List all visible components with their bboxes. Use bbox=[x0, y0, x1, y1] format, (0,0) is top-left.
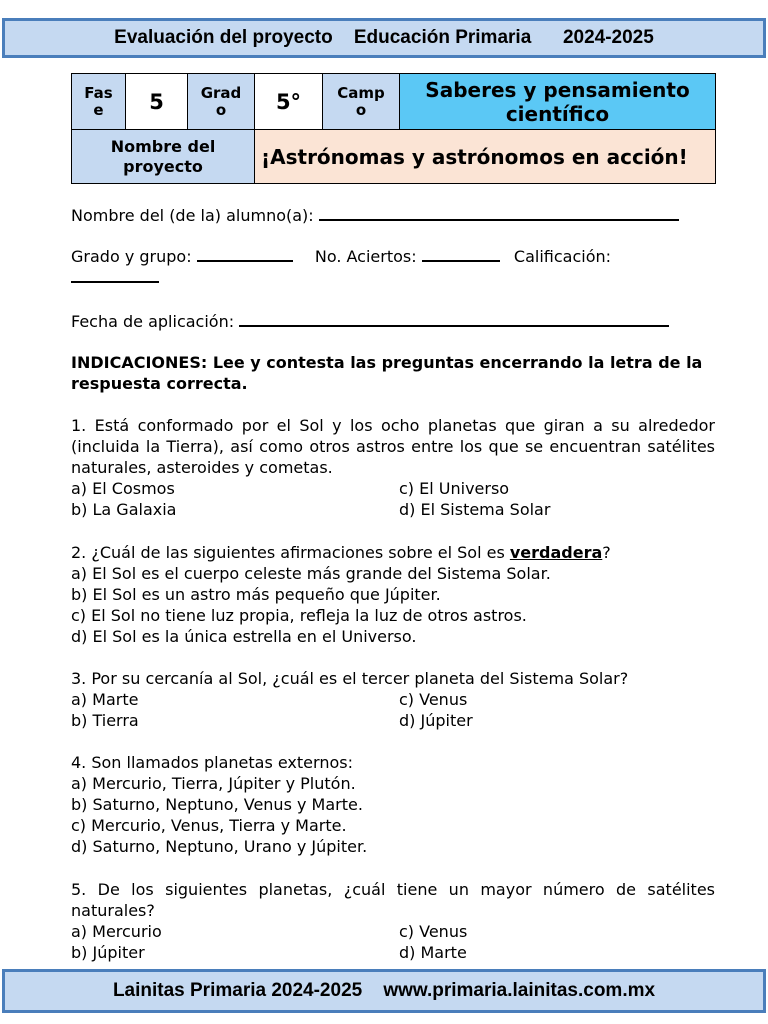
question-5-option-d[interactable]: d) Marte bbox=[399, 943, 467, 962]
campo-label: Camp o bbox=[323, 74, 400, 130]
question-4-text: 4. Son llamados planetas externos: bbox=[71, 753, 353, 772]
score-label: Calificación: bbox=[513, 247, 612, 266]
question-5-option-a[interactable]: a) Mercurio bbox=[71, 922, 162, 941]
question-2-emphasis: verdadera bbox=[509, 543, 603, 562]
score-blank[interactable] bbox=[71, 269, 159, 283]
question-1-option-b[interactable]: b) La Galaxia bbox=[71, 500, 177, 519]
grade-group-blank[interactable] bbox=[197, 248, 293, 262]
student-name-blank[interactable] bbox=[319, 207, 679, 221]
question-4-option-b[interactable]: b) Saturno, Neptuno, Venus y Marte. bbox=[71, 795, 363, 814]
question-4 bbox=[71, 752, 715, 857]
question-1-text: 1. Está conformado por el Sol y los ocho planetas que giran a su alrededor (incluida la Tierra), así como otros astros entre los que se encuentran satélites naturales, asteroides y cometas. bbox=[71, 416, 715, 477]
evaluation-title: Evaluación del proyecto bbox=[114, 27, 333, 48]
footer-url[interactable]: www.primaria.lainitas.com.mx bbox=[383, 980, 656, 1001]
question-4-option-c[interactable]: c) Mercurio, Venus, Tierra y Marte. bbox=[71, 816, 347, 835]
question-5-option-b[interactable]: b) Júpiter bbox=[71, 943, 145, 962]
question-1-options-row1 bbox=[71, 478, 715, 499]
question-1-option-a[interactable]: a) El Cosmos bbox=[71, 479, 175, 498]
footer-brand: Lainitas Primaria 2024-2025 bbox=[112, 980, 363, 1001]
question-5 bbox=[71, 879, 715, 963]
fase-label: Fas e bbox=[72, 74, 126, 130]
correct-count-blank[interactable] bbox=[422, 248, 500, 262]
question-2-option-d[interactable]: d) El Sol es la única estrella en el Universo. bbox=[71, 627, 417, 646]
question-5-options-row2 bbox=[71, 942, 715, 963]
date-label: Fecha de aplicación: bbox=[71, 312, 235, 331]
student-name-row bbox=[71, 205, 715, 226]
top-banner bbox=[2, 18, 766, 58]
question-1-options-row2 bbox=[71, 499, 715, 520]
date-row bbox=[71, 311, 715, 332]
correct-count-label: No. Aciertos: bbox=[314, 247, 417, 266]
instructions: INDICACIONES: Lee y contesta las preguntas encerrando la letra de la respuesta correcta. bbox=[71, 353, 703, 393]
question-5-option-c[interactable]: c) Venus bbox=[399, 922, 468, 941]
question-2-text: 2. ¿Cuál de las siguientes afirmaciones sobre el Sol es verdadera? bbox=[71, 543, 611, 562]
grade-row bbox=[71, 246, 715, 288]
question-2-option-a[interactable]: a) El Sol es el cuerpo celeste más grande del Sistema Solar. bbox=[71, 564, 551, 583]
question-1-option-d[interactable]: d) El Sistema Solar bbox=[399, 500, 551, 519]
question-3-option-b[interactable]: b) Tierra bbox=[71, 711, 139, 730]
level-title: Educación Primaria bbox=[353, 27, 532, 48]
project-value: ¡Astrónomas y astrónomos en acción! bbox=[255, 130, 716, 184]
question-3 bbox=[71, 668, 715, 731]
question-2-option-c[interactable]: c) El Sol no tiene luz propia, refleja la luz de otros astros. bbox=[71, 606, 527, 625]
student-name-label: Nombre del (de la) alumno(a): bbox=[71, 206, 314, 225]
question-3-option-d[interactable]: d) Júpiter bbox=[399, 711, 473, 730]
question-3-option-c[interactable]: c) Venus bbox=[399, 690, 468, 709]
question-3-option-a[interactable]: a) Marte bbox=[71, 690, 139, 709]
question-5-text: 5. De los siguientes planetas, ¿cuál tiene un mayor número de satélites naturales? bbox=[71, 880, 715, 920]
question-5-options-row1 bbox=[71, 921, 715, 942]
question-1 bbox=[71, 415, 715, 520]
question-4-option-a[interactable]: a) Mercurio, Tierra, Júpiter y Plutón. bbox=[71, 774, 356, 793]
question-4-option-d[interactable]: d) Saturno, Neptuno, Urano y Júpiter. bbox=[71, 837, 368, 856]
grado-value: 5° bbox=[255, 74, 323, 130]
grade-group-label: Grado y grupo: bbox=[71, 247, 192, 266]
question-2-option-b[interactable]: b) El Sol es un astro más pequeño que Júpiter. bbox=[71, 585, 441, 604]
question-3-text: 3. Por su cercanía al Sol, ¿cuál es el tercer planeta del Sistema Solar? bbox=[71, 669, 629, 688]
fase-value: 5 bbox=[126, 74, 188, 130]
project-label: Nombre del proyecto bbox=[72, 130, 255, 184]
school-year: 2024-2025 bbox=[562, 27, 654, 48]
date-blank[interactable] bbox=[239, 313, 669, 327]
bottom-banner bbox=[2, 969, 766, 1013]
question-3-options-row2 bbox=[71, 710, 715, 731]
campo-value: Saberes y pensamiento científico bbox=[400, 74, 716, 130]
grado-label: Grad o bbox=[188, 74, 255, 130]
header-table bbox=[71, 73, 716, 184]
question-2 bbox=[71, 542, 715, 647]
question-1-option-c[interactable]: c) El Universo bbox=[399, 479, 510, 498]
question-3-options-row1 bbox=[71, 689, 715, 710]
